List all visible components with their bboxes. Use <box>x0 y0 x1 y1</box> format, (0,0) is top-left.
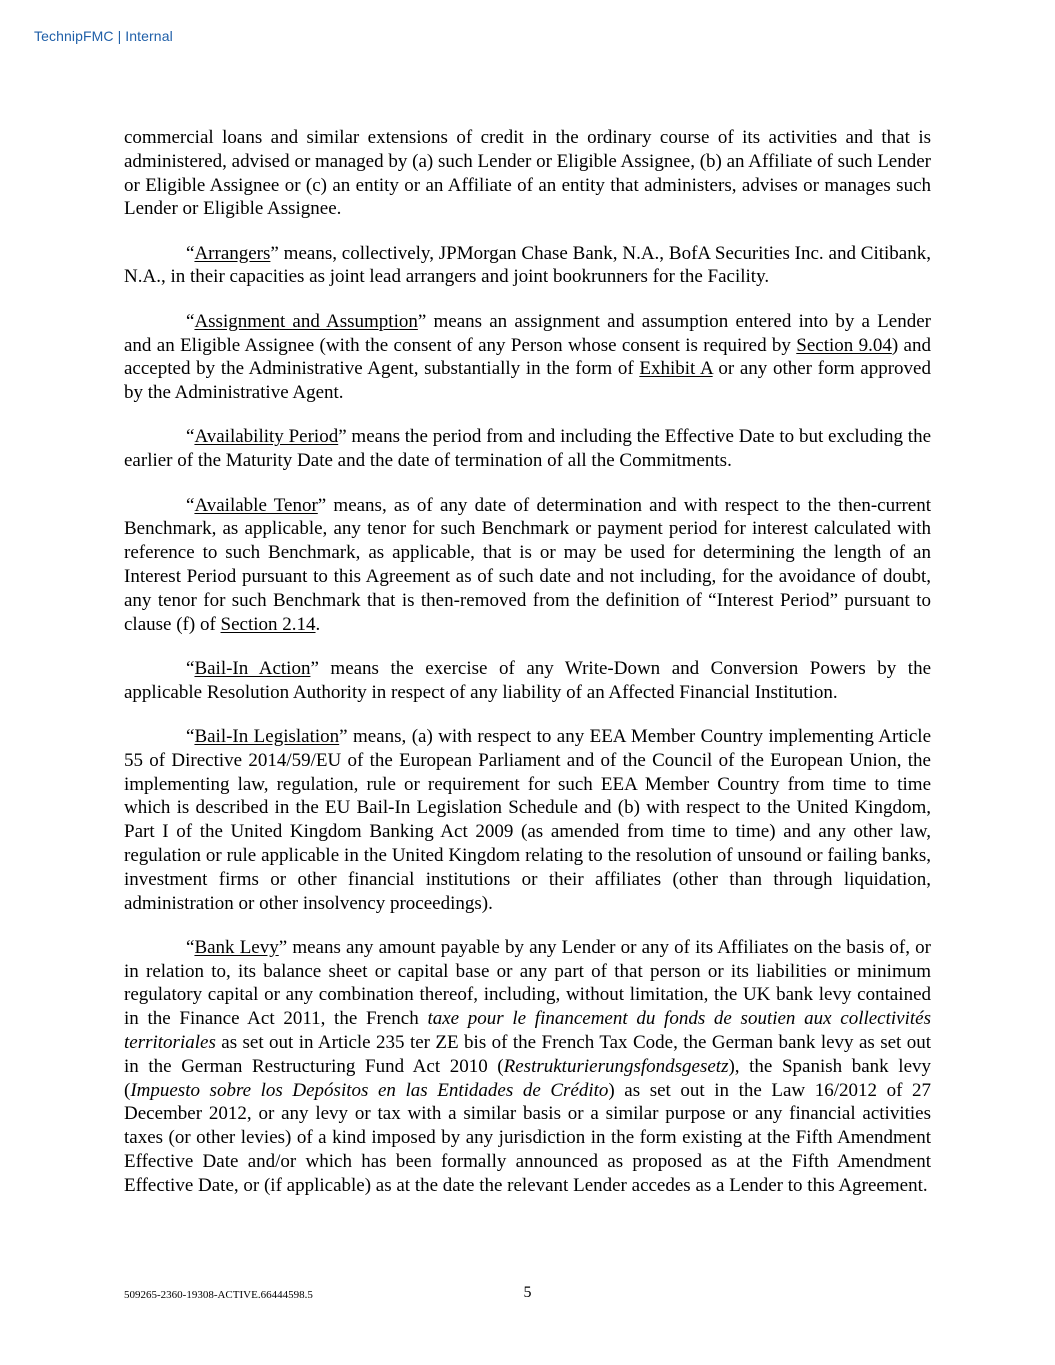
paragraph-text: commercial loans and similar extensions of credit in the ordinary course of its activities and that is administered, advised or managed by (a) such Lender or Eligible Assignee, (b) an Affiliate of such Lender or Eligible Assignee or (c) an entity or an Affiliate of an entity that administers, advises or manages such Lender or Eligible Assignee. <box>124 127 931 220</box>
definition-bail-in-action <box>124 657 931 705</box>
section-reference: Section 9.04 <box>796 334 892 356</box>
document-id: 509265-2360-19308-ACTIVE.66444598.5 <box>124 1289 313 1301</box>
italic-foreign-term: Restrukturierungsfondsgesetz <box>503 1055 729 1077</box>
definition-available-tenor <box>124 494 931 637</box>
section-reference: Section 2.14 <box>220 613 316 635</box>
defined-term: Assignment and Assumption <box>194 310 418 332</box>
definition-text: . <box>315 613 321 635</box>
definition-text: ) and accepted by the Administrative Agent, substantially in the form of <box>124 334 931 380</box>
definition-bank-levy <box>124 936 931 1198</box>
classification-label: TechnipFMC | Internal <box>34 28 173 44</box>
defined-term: Available Tenor <box>194 494 318 516</box>
definition-arrangers <box>124 242 931 290</box>
open-quote: “ <box>186 725 195 747</box>
open-quote: “ <box>186 936 195 958</box>
definition-text: ” means any amount payable by any Lender or any of its Affiliates on the basis of, or in relation to, its balance sheet or capital base or any part of that person or its liabilities or minimum regulatory capital or any combination thereof, including, without limitation, the UK bank levy contained in the Finance Act 2011, the French <box>124 936 931 1030</box>
open-quote: “ <box>186 494 195 516</box>
italic-foreign-term: Impuesto sobre los Depósitos en las Entidades de Crédito <box>130 1079 609 1101</box>
definition-text: ” means the exercise of any Write-Down and Conversion Powers by the applicable Resolution Authority in respect of any liability of an Affected Financial Institution. <box>124 657 931 703</box>
definition-availability-period <box>124 425 931 473</box>
definition-text: ” means the period from and including the Effective Date to but excluding the earlier of the Maturity Date and the date of termination of all the Commitments. <box>124 426 931 472</box>
definition-bail-in-legislation <box>124 725 931 915</box>
definition-text: ), the Spanish bank levy ( <box>124 1055 932 1101</box>
definition-text: ) as set out in the Law 16/2012 of 27 December 2012, or any levy or tax with a similar basis or a similar purpose or any financial activities taxes (or other levies) of a kind imposed by any jurisdiction in the form existing at the Fifth Amendment Effective Date and/or which has been formally announced as proposed as at the Fifth Amendment Effective Date, or (if applicable) as at the date the relevant Lender accedes as a Lender to this Agreement. <box>124 1079 931 1196</box>
document-body <box>124 126 931 1218</box>
definition-assignment-and-assumption <box>124 310 931 405</box>
defined-term: Bail-In Action <box>194 657 311 679</box>
exhibit-reference: Exhibit A <box>639 358 713 380</box>
definition-text: ” means an assignment and assumption entered into by a Lender and an Eligible Assignee (with the consent of any Person whose consent is required by <box>124 310 931 356</box>
paragraph-continuation <box>124 126 931 221</box>
open-quote: “ <box>186 657 195 679</box>
definition-text: ” means, collectively, JPMorgan Chase Bank, N.A., BofA Securities Inc. and Citibank, N.A., in their capacities as joint lead arrangers and joint bookrunners for the Facility. <box>124 242 931 288</box>
defined-term: Bank Levy <box>194 936 279 958</box>
open-quote: “ <box>186 310 195 332</box>
open-quote: “ <box>186 426 195 448</box>
definition-text: ” means, (a) with respect to any EEA Member Country implementing Article 55 of Directive 2014/59/EU of the European Parliament and of the Council of the European Union, the implementing law, regulation, rule or requirement for such EEA Member Country from time to time which is described in the EU Bail-In Legislation Schedule and (b) with respect to the United Kingdom, Part I of the United Kingdom Banking Act 2009 (as amended from time to time) and any other law, regulation or rule applicable in the United Kingdom relating to the resolution of unsound or failing banks, investment firms or other financial institutions or their affiliates (other than through liquidation, administration or other insolvency proceedings). <box>124 725 931 914</box>
defined-term: Availability Period <box>194 426 339 448</box>
italic-foreign-term: taxe pour le financement du fonds de soutien aux collectivités territoriales <box>124 1008 931 1053</box>
definition-text: or any other form approved by the Administrative Agent. <box>124 358 931 404</box>
page-number: 5 <box>523 1284 532 1301</box>
open-quote: “ <box>186 242 195 264</box>
definition-text: as set out in Article 235 ter ZE bis of the French Tax Code, the German bank levy as set out in the German Restructuring Fund Act 2010 ( <box>124 1032 931 1077</box>
definition-text: ” means, as of any date of determination and with respect to the then-current Benchmark, as applicable, any tenor for such Benchmark or payment period for interest calculated with reference to such Benchmark, as applicable, that is or may be used for determining the length of an Interest Period pursuant to this Agreement as of such date and not including, for the avoidance of doubt, any tenor for such Benchmark that is then-removed from the definition of “Interest Period” pursuant to clause (f) of <box>124 494 931 635</box>
defined-term: Arrangers <box>194 242 271 264</box>
defined-term: Bail-In Legislation <box>194 725 340 747</box>
